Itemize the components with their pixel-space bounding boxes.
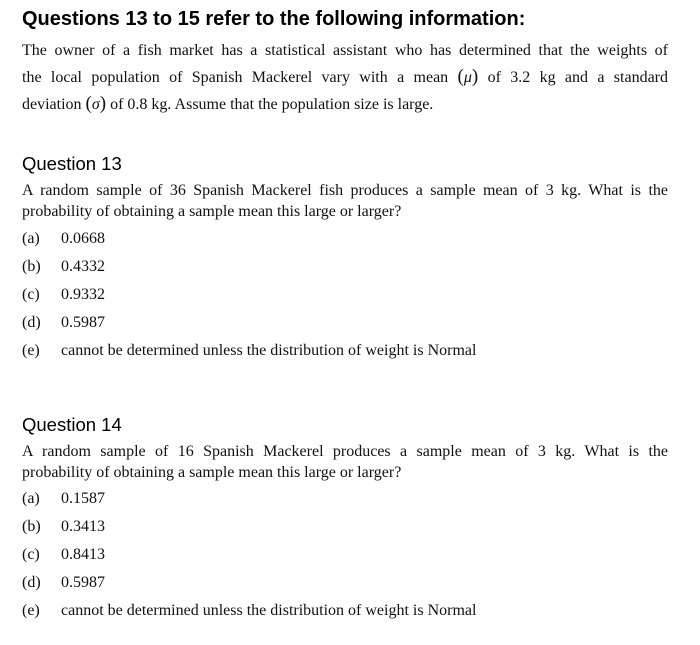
option-letter: (b) (22, 518, 41, 535)
option-a[interactable] (22, 489, 476, 517)
option-c[interactable] (22, 545, 476, 573)
option-a[interactable] (22, 229, 476, 257)
option-text: 0.4332 (61, 258, 105, 275)
option-text: 0.8413 (61, 546, 105, 563)
option-letter: (d) (22, 314, 41, 331)
sigma-symbol: σ (91, 96, 100, 113)
option-d[interactable] (22, 313, 476, 341)
option-text: 0.3413 (61, 518, 105, 535)
option-e[interactable] (22, 341, 476, 369)
option-letter: (a) (22, 490, 40, 507)
option-text: cannot be determined unless the distribution of weight is Normal (61, 342, 477, 359)
question-text-line: probability of obtaining a sample mean this large or larger? (22, 203, 402, 220)
option-letter: (c) (22, 286, 40, 303)
question-14-heading: Question 14 (22, 414, 122, 435)
intro-line-3: deviation (σ) of 0.8 kg. Assume that the population size is large. (22, 93, 434, 114)
option-c[interactable] (22, 285, 476, 313)
option-b[interactable] (22, 257, 476, 285)
option-text: 0.1587 (61, 490, 105, 507)
option-d[interactable] (22, 573, 476, 601)
question-13-heading: Question 13 (22, 153, 122, 174)
question-14-options (22, 489, 476, 629)
question-text-line: A random sample of 16 Spanish Mackerel produces a sample mean of 3 kg. What is the (22, 443, 668, 460)
question-13-options (22, 229, 476, 369)
section-title: Questions 13 to 15 refer to the following information: (22, 8, 526, 30)
option-letter: (e) (22, 342, 40, 359)
option-b[interactable] (22, 517, 476, 545)
intro-line-1: The owner of a fish market has a statistical assistant who has determined that the weights of (22, 42, 668, 59)
option-letter: (a) (22, 230, 40, 247)
intro-paragraph (22, 38, 668, 118)
option-text: 0.5987 (61, 574, 105, 591)
question-text-line: probability of obtaining a sample mean this large or larger? (22, 464, 402, 481)
option-letter: (b) (22, 258, 41, 275)
option-letter: (c) (22, 546, 40, 563)
option-letter: (e) (22, 602, 40, 619)
option-text: cannot be determined unless the distribution of weight is Normal (61, 602, 477, 619)
option-text: 0.9332 (61, 286, 105, 303)
mu-symbol: μ (463, 69, 472, 86)
intro-line-2: the local population of Spanish Mackerel vary with a mean (μ) of 3.2 kg and a standard (22, 66, 669, 87)
question-text-line: A random sample of 36 Spanish Mackerel fish produces a sample mean of 3 kg. What is the (22, 182, 668, 199)
question-14-text (22, 441, 668, 483)
question-13-text (22, 180, 668, 222)
option-text: 0.0668 (61, 230, 105, 247)
option-text: 0.5987 (61, 314, 105, 331)
option-e[interactable] (22, 601, 476, 629)
option-letter: (d) (22, 574, 41, 591)
